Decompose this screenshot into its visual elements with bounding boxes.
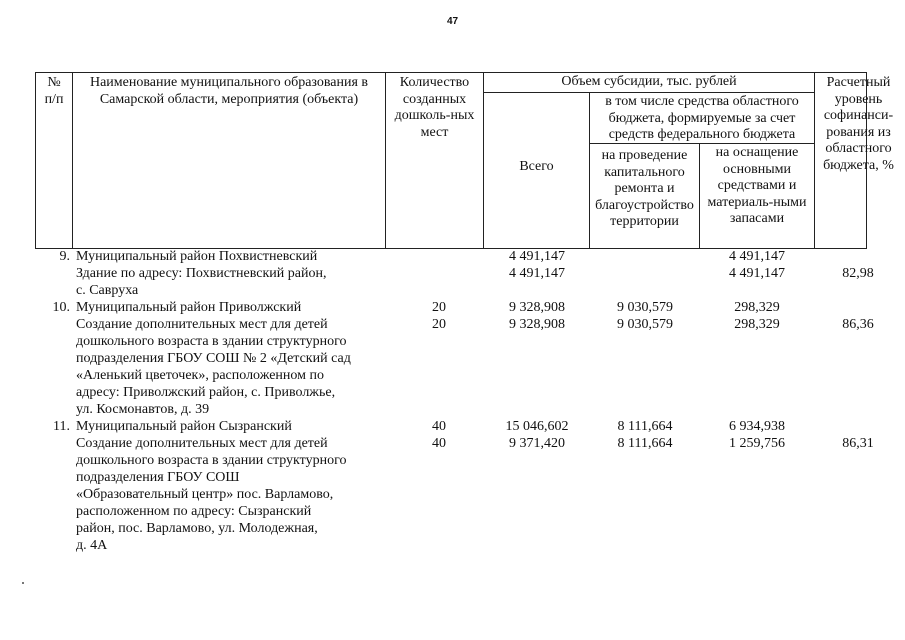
row-quantity: 40 [432,419,446,434]
row-rate: 82,98 [842,266,874,281]
header-equipment: на оснащение основными средствами и материаль-ными запасами [707,145,807,226]
row-repair: 9 030,579 [617,300,673,315]
row-equipment: 6 934,938 [729,419,785,434]
table-row [36,418,866,435]
table-row [36,265,874,299]
table-row [36,248,866,265]
header-rate: Расчетный уровень софинанси-рования из областного бюджета, % [814,73,902,248]
row-number: 11. [53,419,70,434]
row-name: Муниципальный район Приволжский [76,300,302,315]
row-repair: 8 111,664 [617,436,673,451]
row-equipment: 298,329 [734,300,780,315]
row-total: 9 328,908 [509,300,565,315]
header-included: в том числе средства областного бюджета, формируемые за счет средств федерального бюджета [590,93,814,144]
header-number: № п/п [36,73,73,248]
row-repair: 9 030,579 [617,317,673,332]
row-number: 9. [59,249,70,264]
row-total: 9 371,420 [509,436,565,451]
row-equipment: 4 491,147 [729,249,785,264]
row-name: Создание дополнительных мест для детей дошкольного возраста в здании структурного подразделения ГБОУ СОШ № 2 «Детский сад «Аленький цветочек», расположенном по адресу: Приволжский район, с. Приволжье, ул. Космонавтов, д. 39 [76,317,351,417]
row-name: Здание по адресу: Похвистневский район, с. Савруха [76,266,327,298]
row-name: Создание дополнительных мест для детей дошкольного возраста в здании структурного подразделения ГБОУ СОШ «Образовательный центр» пос. Варламово, расположенном по адресу: Сызранский район, пос. Варламово, ул. Молодежная, д. 4А [76,436,347,553]
row-total: 4 491,147 [509,249,565,264]
row-total: 9 328,908 [509,317,565,332]
row-name: Муниципальный район Похвистневский [76,249,318,264]
table-row [36,299,866,316]
header-repair: на проведение капитального ремонта и благоустройство территории [590,144,700,248]
row-rate: 86,31 [842,436,874,451]
header-name: Наименование муниципального образования в Самарской области, мероприятия (объекта) [73,73,386,248]
row-equipment: 1 259,756 [729,436,785,451]
row-equipment: 298,329 [734,317,780,332]
row-repair: 8 111,664 [617,419,673,434]
row-quantity: 20 [432,317,446,332]
header-subsidy: Объем субсидии, тыс. рублей [484,73,814,93]
page-number: 47 [446,16,459,27]
row-total: 4 491,147 [509,266,565,281]
row-name: Муниципальный район Сызранский [76,419,292,434]
row-quantity: 40 [432,436,446,451]
table-body [36,248,874,554]
scan-speck [22,582,24,584]
header-quantity: Количество созданных дошколь-ных мест [386,73,484,248]
row-number: 10. [52,300,70,315]
table-row [36,316,874,418]
row-quantity: 20 [432,300,446,315]
row-equipment: 4 491,147 [729,266,785,281]
table-row [36,435,874,554]
row-total: 15 046,602 [505,419,569,434]
table-header [35,72,894,249]
header-total: Всего [484,93,590,248]
row-rate: 86,36 [842,317,874,332]
